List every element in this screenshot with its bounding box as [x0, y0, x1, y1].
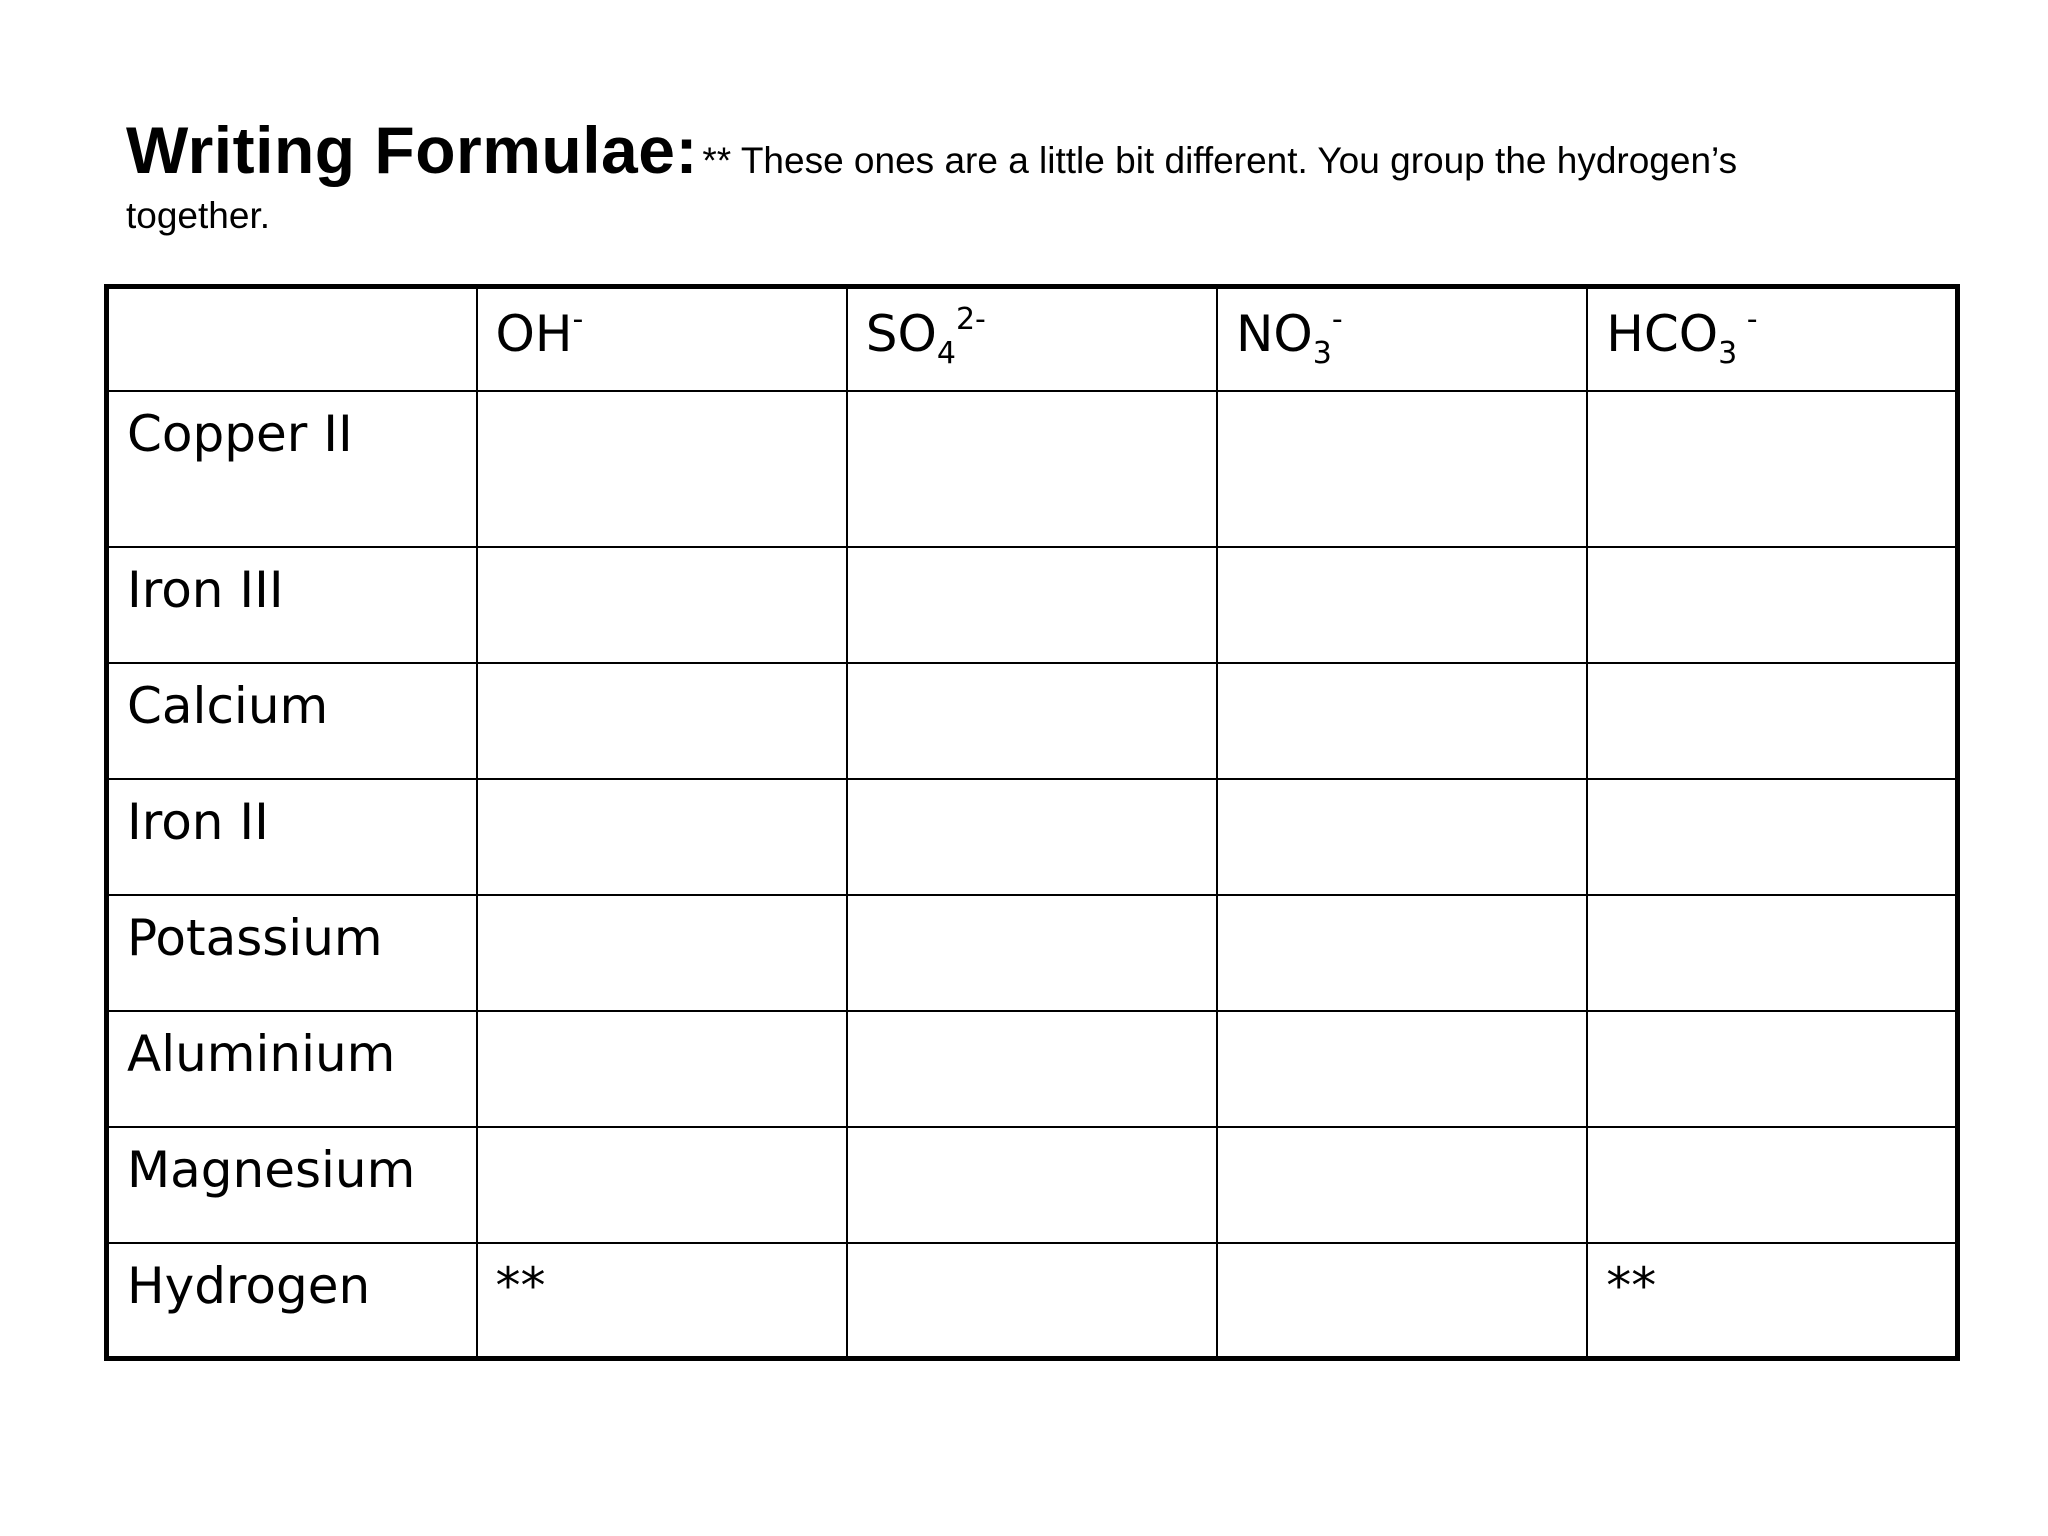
- ion-header-nitrate: $NO_3^-$: [1217, 287, 1587, 391]
- answer-cell: [1217, 1127, 1587, 1243]
- answer-cell: [1217, 1243, 1587, 1359]
- answer-cell: [1587, 1011, 1957, 1127]
- answer-cell: **: [477, 1243, 847, 1359]
- answer-cell: [1217, 391, 1587, 547]
- answer-cell: [847, 895, 1217, 1011]
- answer-cell: [1217, 1011, 1587, 1127]
- row-label: Aluminium: [107, 1011, 477, 1127]
- ion-header-hydrogencarbonate: $HCO_3$ -: [1587, 287, 1957, 391]
- row-label: Potassium: [107, 895, 477, 1011]
- row-label: Hydrogen: [107, 1243, 477, 1359]
- table-row: [107, 1127, 1958, 1243]
- table-row: [107, 391, 1958, 547]
- answer-cell: [1587, 391, 1957, 547]
- instruction-note-continued: together.: [126, 194, 271, 236]
- corner-cell: [107, 287, 477, 391]
- row-label: Iron II: [107, 779, 477, 895]
- answer-cell: [477, 391, 847, 547]
- formula-table: [104, 284, 1960, 1361]
- answer-cell: [1587, 547, 1957, 663]
- page-title: Writing Formulae:: [126, 113, 698, 187]
- answer-cell: [1217, 663, 1587, 779]
- table-row: [107, 779, 1958, 895]
- row-label: Copper II: [107, 391, 477, 547]
- answer-cell: [1217, 547, 1587, 663]
- table-header-row: [107, 287, 1958, 391]
- answer-cell: [1587, 663, 1957, 779]
- answer-cell: [847, 391, 1217, 547]
- answer-cell: [847, 779, 1217, 895]
- answer-cell: [477, 779, 847, 895]
- instruction-note: ** These ones are a little bit different. You group the hydrogen’s: [702, 140, 1738, 181]
- answer-cell: **: [1587, 1243, 1957, 1359]
- answer-cell: [477, 1127, 847, 1243]
- worksheet-heading: [126, 108, 1946, 240]
- table-row: [107, 547, 1958, 663]
- answer-cell: [847, 1011, 1217, 1127]
- answer-cell: [477, 1011, 847, 1127]
- answer-cell: [847, 1243, 1217, 1359]
- answer-cell: [1587, 895, 1957, 1011]
- table-row: [107, 663, 1958, 779]
- answer-cell: [1217, 895, 1587, 1011]
- ion-header-hydroxide: OH-: [477, 287, 847, 391]
- answer-cell: [1217, 779, 1587, 895]
- answer-cell: [1587, 1127, 1957, 1243]
- answer-cell: [1587, 779, 1957, 895]
- table-row: [107, 1011, 1958, 1127]
- answer-cell: [477, 895, 847, 1011]
- table-row: [107, 1243, 1958, 1359]
- ion-header-sulfate: $SO_4^{2-}$: [847, 287, 1217, 391]
- table-row: [107, 895, 1958, 1011]
- answer-cell: [847, 547, 1217, 663]
- row-label: Iron III: [107, 547, 477, 663]
- answer-cell: [847, 1127, 1217, 1243]
- answer-cell: [477, 663, 847, 779]
- answer-cell: [847, 663, 1217, 779]
- row-label: Magnesium: [107, 1127, 477, 1243]
- row-label: Calcium: [107, 663, 477, 779]
- answer-cell: [477, 547, 847, 663]
